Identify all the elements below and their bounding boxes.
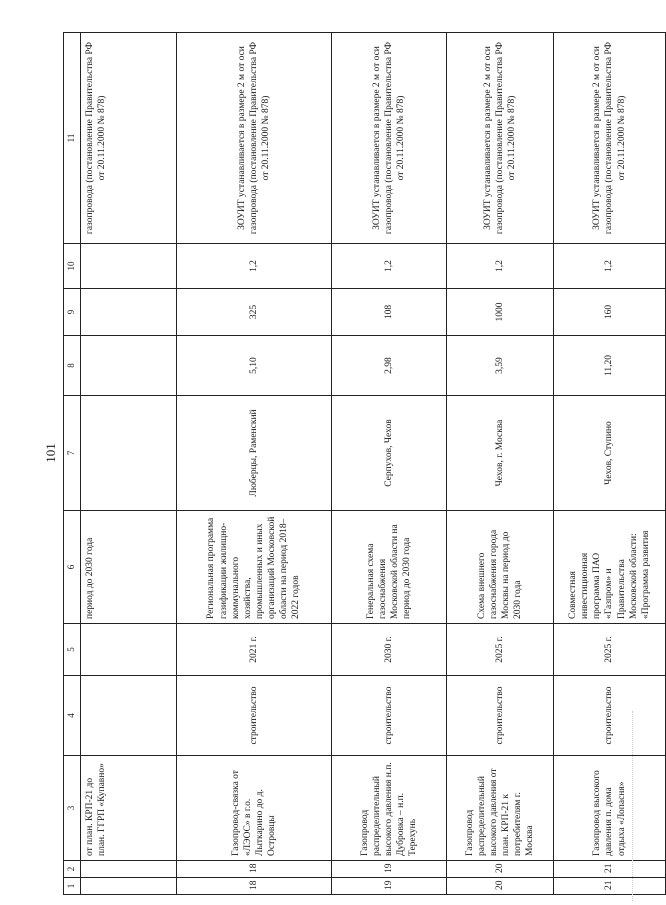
cell-deadline: 2025 г. bbox=[554, 624, 666, 676]
cell-pressure-mpa: 1,2 bbox=[332, 244, 447, 289]
cell-diameter-mm: 108 bbox=[332, 289, 447, 336]
cell-length-km bbox=[81, 336, 177, 396]
cell-work-type: строительство bbox=[447, 676, 554, 756]
cell-object-name: Газопровод распределительный высокого давления н.п. Дубровка – н.п. Терехунь bbox=[332, 756, 447, 861]
cell-object-name: Газопровод распределительный высокого давления от план. КРП-21 к потребителям г. Москва bbox=[447, 756, 554, 861]
cell-length-km: 5,10 bbox=[177, 336, 332, 396]
cell-row-number: 19 bbox=[332, 878, 447, 895]
cell-diameter-mm: 325 bbox=[177, 289, 332, 336]
cell-pressure-mpa: 1,2 bbox=[447, 244, 554, 289]
cell-row-number bbox=[81, 878, 177, 895]
cell-item-number: 19 bbox=[332, 861, 447, 878]
table-container bbox=[63, 33, 651, 895]
cell-pressure-mpa: 1,2 bbox=[177, 244, 332, 289]
cell-object-name: Газопровод высокого давления п. дома отдыха «Лопасня» bbox=[554, 756, 666, 861]
data-table bbox=[63, 32, 666, 895]
header-cell-10: 10 bbox=[64, 244, 81, 289]
header-cell-7: 7 bbox=[64, 396, 81, 511]
cell-deadline bbox=[81, 624, 177, 676]
header-row bbox=[64, 33, 81, 895]
header-cell-6: 6 bbox=[64, 511, 81, 624]
cell-length-km: 11,20 bbox=[554, 336, 666, 396]
cell-object-name: Газопровод-связка от «ЛЭОС» в г.о. Лыткарино до д. Островцы bbox=[177, 756, 332, 861]
cell-diameter-mm: 1000 bbox=[447, 289, 554, 336]
cell-item-number bbox=[81, 861, 177, 878]
cell-program-document: период до 2030 года bbox=[81, 511, 177, 624]
cell-work-type: строительство bbox=[177, 676, 332, 756]
cell-work-type: строительство bbox=[332, 676, 447, 756]
cell-row-number: 18 bbox=[177, 878, 332, 895]
cell-item-number: 21 bbox=[554, 861, 666, 878]
table-row bbox=[554, 33, 666, 895]
table-row bbox=[447, 33, 554, 895]
header-cell-5: 5 bbox=[64, 624, 81, 676]
cell-length-km: 3,59 bbox=[447, 336, 554, 396]
cell-program-document: Региональная программа газификации жилищно-коммунального хозяйства, промышленных и иных организаций Московской области на период 2018–2022 годов bbox=[177, 511, 332, 624]
table-row bbox=[81, 33, 177, 895]
header-cell-8: 8 bbox=[64, 336, 81, 396]
page-number: 101 bbox=[43, 443, 58, 463]
header-cell-3: 3 bbox=[64, 756, 81, 861]
cell-municipality: Серпухов, Чехов bbox=[332, 396, 447, 511]
header-cell-1: 1 bbox=[64, 878, 81, 895]
cell-program-document: Генеральная схема газоснабжения Московской области на период до 2030 года bbox=[332, 511, 447, 624]
cell-diameter-mm bbox=[81, 289, 177, 336]
cell-pressure-mpa: 1,2 bbox=[554, 244, 666, 289]
cell-zone-restrictions: ЗОУИТ устанавливается в размере 2 м от оси газопровода (постановление Правительства РФ от 20.11.2000 № 878) bbox=[332, 33, 447, 244]
cell-deadline: 2025 г. bbox=[447, 624, 554, 676]
cell-object-name: от план. КРП-21 до план. ГГРП «Купавно» bbox=[81, 756, 177, 861]
cell-zone-restrictions: газопровода (постановление Правительства РФ от 20.11.2000 № 878) bbox=[81, 33, 177, 244]
cell-pressure-mpa bbox=[81, 244, 177, 289]
cell-municipality: Люберцы, Раменский bbox=[177, 396, 332, 511]
cell-program-document: Схема внешнего газоснабжения города Москвы на период до 2030 года bbox=[447, 511, 554, 624]
cell-zone-restrictions: ЗОУИТ устанавливается в размере 2 м от оси газопровода (постановление Правительства РФ от 20.11.2000 № 878) bbox=[177, 33, 332, 244]
table-row bbox=[177, 33, 332, 895]
cell-length-km: 2,98 bbox=[332, 336, 447, 396]
cell-zone-restrictions: ЗОУИТ устанавливается в размере 2 м от оси газопровода (постановление Правительства РФ от 20.11.2000 № 878) bbox=[554, 33, 666, 244]
header-cell-2: 2 bbox=[64, 861, 81, 878]
header-cell-11: 11 bbox=[64, 33, 81, 244]
cell-item-number: 20 bbox=[447, 861, 554, 878]
table-body bbox=[64, 33, 666, 895]
header-cell-9: 9 bbox=[64, 289, 81, 336]
table-row bbox=[332, 33, 447, 895]
cell-item-number: 18 bbox=[177, 861, 332, 878]
cell-municipality bbox=[81, 396, 177, 511]
cell-zone-restrictions: ЗОУИТ устанавливается в размере 2 м от оси газопровода (постановление Правительства РФ от 20.11.2000 № 878) bbox=[447, 33, 554, 244]
cell-row-number: 21 bbox=[554, 878, 666, 895]
cell-work-type bbox=[81, 676, 177, 756]
cell-row-number: 20 bbox=[447, 878, 554, 895]
cell-municipality: Чехов, Ступино bbox=[554, 396, 666, 511]
cell-municipality: Чехов, г. Москва bbox=[447, 396, 554, 511]
cell-deadline: 2030 г. bbox=[332, 624, 447, 676]
margin-mark bbox=[632, 711, 636, 901]
cell-program-document: Совместная инвестиционная программа ПАО «Газпром» и Правительства Московской области: «Программа развития bbox=[554, 511, 666, 624]
header-cell-4: 4 bbox=[64, 676, 81, 756]
cell-diameter-mm: 160 bbox=[554, 289, 666, 336]
cell-deadline: 2021 г. bbox=[177, 624, 332, 676]
cell-work-type: строительство bbox=[554, 676, 666, 756]
